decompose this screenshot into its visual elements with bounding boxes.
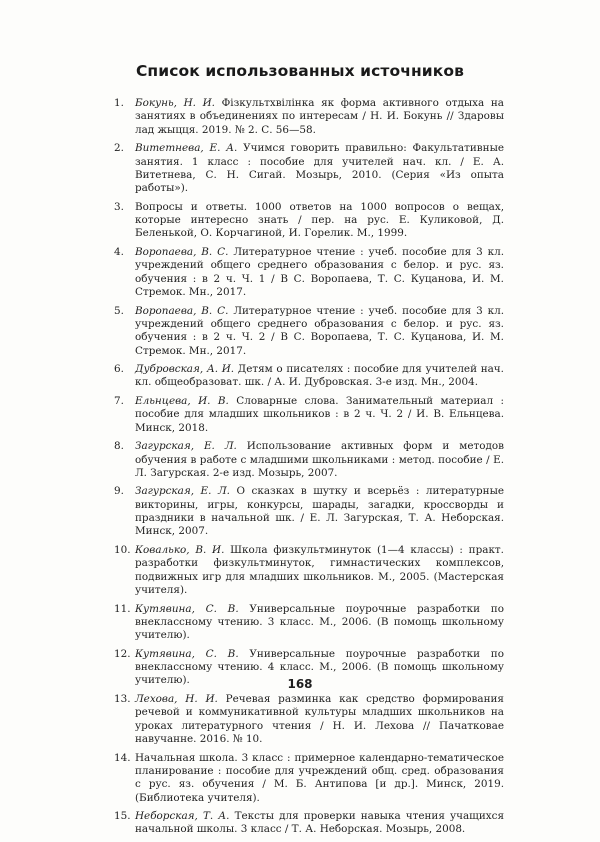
reference-text: Речевая разминка как средство формирования речевой и коммуникативной культуры младших школьников на уроках литературного чтения / Н. И. Лехова // Пачатковае навучанне. 2016. № 10. (135, 693, 504, 746)
reference-author: Дубровская, А. И. (135, 363, 235, 376)
reference-item (114, 544, 504, 597)
reference-number: 4. (114, 246, 124, 258)
reference-number: 1. (114, 97, 124, 109)
reference-item (114, 142, 504, 195)
reference-item (114, 693, 504, 746)
reference-item (114, 305, 504, 358)
reference-author: Бокунь, Н. И. (135, 97, 215, 109)
reference-text: Универсальные поурочные разработки по внеклассному чтению. 4 класс. М., 2006. (В помощь школьному учителю). (135, 647, 504, 687)
reference-number: 14. (114, 751, 131, 764)
page-title: Список использованных источников (135, 62, 465, 80)
reference-author: Кутявина, С. В. (135, 647, 239, 660)
reference-number: 9. (114, 485, 124, 498)
reference-text: Фізкультхвілінка як форма активного отдыха на занятиях в объединениях по интересам / Н. И. Бокунь // Здаровы лад жыцця. 2019. № 2. С. 56—58. (135, 97, 504, 136)
reference-number: 12. (114, 647, 131, 660)
reference-number: 3. (114, 200, 124, 213)
reference-item (114, 395, 504, 435)
reference-item (114, 246, 504, 299)
reference-text: Вопросы и ответы. 1000 ответов на 1000 вопросов о вещах, которые интересно знать / пер. на рус. Е. Куликовой, Д. Беленькой, О. Корчагиной, И. Горелик. М., 1999. (135, 200, 504, 240)
reference-author: Воропаева, В. С. (135, 304, 229, 317)
reference-number: 2. (114, 142, 124, 155)
reference-text: Учимся говорить правильно: Факультативные занятия. 1 класс : пособие для учителей нач. кл. / Е. А. Витетнева, С. Н. Сигай. Мозырь, 2010. (Серия «Из опыта работы»). (135, 142, 504, 195)
reference-number: 13. (114, 693, 131, 705)
reference-text: О сказках в шутку и всерьёз : литературные викторины, игры, конкурсы, шарады, загадки, кроссворды и праздники в начальной шк. / Е. Л. Загурская, Т. А. Неборская. Минск, 2007. (135, 485, 504, 538)
page-number: 168 (287, 677, 313, 691)
reference-number: 7. (114, 395, 124, 407)
reference-text: Словарные слова. Занимательный материал : пособие для младших школьников : в 2 ч. Ч. 2 / И. В. Ельнцева. Минск, 2018. (135, 395, 504, 434)
reference-text: Начальная школа. 3 класс : примерное календарно-тематическое планирование : пособие для учреждений общ. сред. образования с рус. яз. обучения / М. Б. Антипова [и др.]. Минск, 2019. (Библиотека учителя). (135, 751, 504, 804)
reference-author: Витетнева, Е. А. (135, 142, 238, 155)
reference-item (114, 201, 504, 241)
reference-text: Школа физкультминуток (1—4 классы) : практ. разработки физкультминуток, гимнастических комплексов, подвижных игр для младших школьников. М., 2005. (Мастерская учителя). (135, 544, 504, 597)
reference-text: Литературное чтение : учеб. пособие для 3 кл. учреждений общего среднего образования с белор. и рус. яз. обучения : в 2 ч. Ч. 2 / В С. Воропаева, Т. С. Куцанова, И. М. Стремок. Мн., 2017. (135, 304, 504, 357)
reference-number: 11. (114, 602, 131, 615)
reference-number: 15. (114, 810, 131, 823)
reference-number: 10. (114, 544, 131, 556)
reference-text: Универсальные поурочные разработки по внеклассному чтению. 3 класс. М., 2006. (В помощь школьному учителю). (135, 602, 504, 642)
reference-item (114, 97, 504, 137)
reference-author: Загурская, Е. Л. (135, 485, 230, 498)
reference-text: Использование активных форм и методов обучения в работе с младшими школьниками : метод. пособие / Е. Л. Загурская. 2-е изд. Мозырь, 2007. (135, 440, 505, 479)
reference-author: Ельнцева, И. В. (135, 395, 229, 407)
reference-list (114, 97, 504, 842)
reference-text: Литературное чтение : учеб. пособие для 3 кл. учреждений общего среднего образования с белор. и рус. яз. обучения : в 2 ч. Ч. 1 / В С. Воропаева, Т. С. Куцанова, И. М. Стремок. Мн., 2017. (135, 246, 504, 299)
reference-item (114, 485, 504, 538)
reference-author: Лехова, Н. И. (135, 693, 218, 705)
reference-author: Ковалько, В. И. (135, 544, 225, 556)
reference-number: 5. (114, 304, 124, 317)
reference-author: Воропаева, В. С. (135, 246, 229, 258)
reference-item (114, 752, 504, 805)
reference-item (114, 363, 504, 390)
reference-item (114, 810, 504, 837)
reference-item (114, 440, 504, 480)
reference-author: Неборская, Т. А. (135, 810, 230, 823)
reference-author: Загурская, Е. Л. (135, 440, 237, 453)
reference-author: Кутявина, С. В. (135, 602, 239, 615)
reference-number: 6. (114, 363, 124, 376)
reference-number: 8. (114, 440, 124, 453)
reference-text: Тексты для проверки навыка чтения учащихся начальной школы. 3 класс / Т. А. Неборская. Мозырь, 2008. (135, 810, 504, 836)
reference-text: Детям о писателях : пособие для учителей нач. кл. общеобразоват. шк. / А. И. Дубровская. 3-е изд. Мн., 2004. (135, 363, 504, 389)
reference-item (114, 603, 504, 643)
